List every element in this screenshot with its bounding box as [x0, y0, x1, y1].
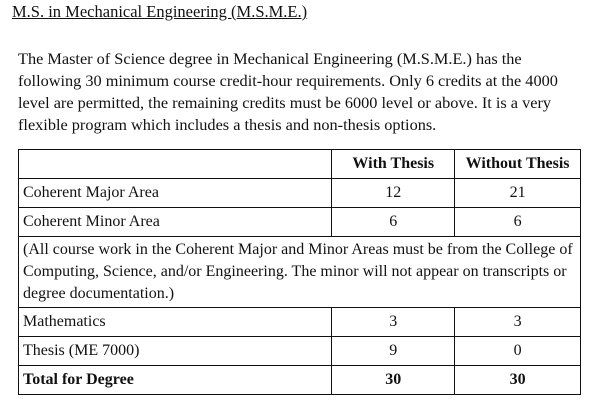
without-thesis-value: 3: [455, 308, 581, 337]
with-thesis-value: 6: [332, 208, 455, 237]
row-label: Mathematics: [19, 308, 332, 337]
total-with-thesis: 30: [332, 366, 455, 395]
without-thesis-value: 0: [455, 337, 581, 366]
table-row: [19, 208, 581, 237]
with-thesis-value: 9: [332, 337, 455, 366]
header-with-thesis: With Thesis: [332, 150, 455, 179]
table-note-row: [19, 237, 581, 308]
table-row: [19, 179, 581, 208]
total-without-thesis: 30: [455, 366, 581, 395]
page-heading: M.S. in Mechanical Engineering (M.S.M.E.): [12, 2, 308, 21]
table-row: [19, 308, 581, 337]
requirements-table: [18, 149, 581, 395]
row-label: Coherent Minor Area: [19, 208, 332, 237]
table-note: (All course work in the Coherent Major and Minor Areas must be from the College of Computing, Science, and/or Engineering. The minor will not appear on transcripts or degree documentation.): [19, 237, 581, 308]
row-label: Thesis (ME 7000): [19, 337, 332, 366]
header-empty: [19, 150, 332, 179]
table-header-row: [19, 150, 581, 179]
table-row: [19, 337, 581, 366]
header-without-thesis: Without Thesis: [455, 150, 581, 179]
with-thesis-value: 12: [332, 179, 455, 208]
without-thesis-value: 6: [455, 208, 581, 237]
table-total-row: [19, 366, 581, 395]
intro-paragraph: The Master of Science degree in Mechanical Engineering (M.S.M.E.) has the following 30 minimum course credit-hour requirements. Only 6 credits at the 4000 level are permitted, the remaining credits must be 6000 level or above. It is a very flexible program which includes a thesis and non-thesis options.: [18, 49, 558, 134]
total-label: Total for Degree: [19, 366, 332, 395]
with-thesis-value: 3: [332, 308, 455, 337]
row-label: Coherent Major Area: [19, 179, 332, 208]
without-thesis-value: 21: [455, 179, 581, 208]
